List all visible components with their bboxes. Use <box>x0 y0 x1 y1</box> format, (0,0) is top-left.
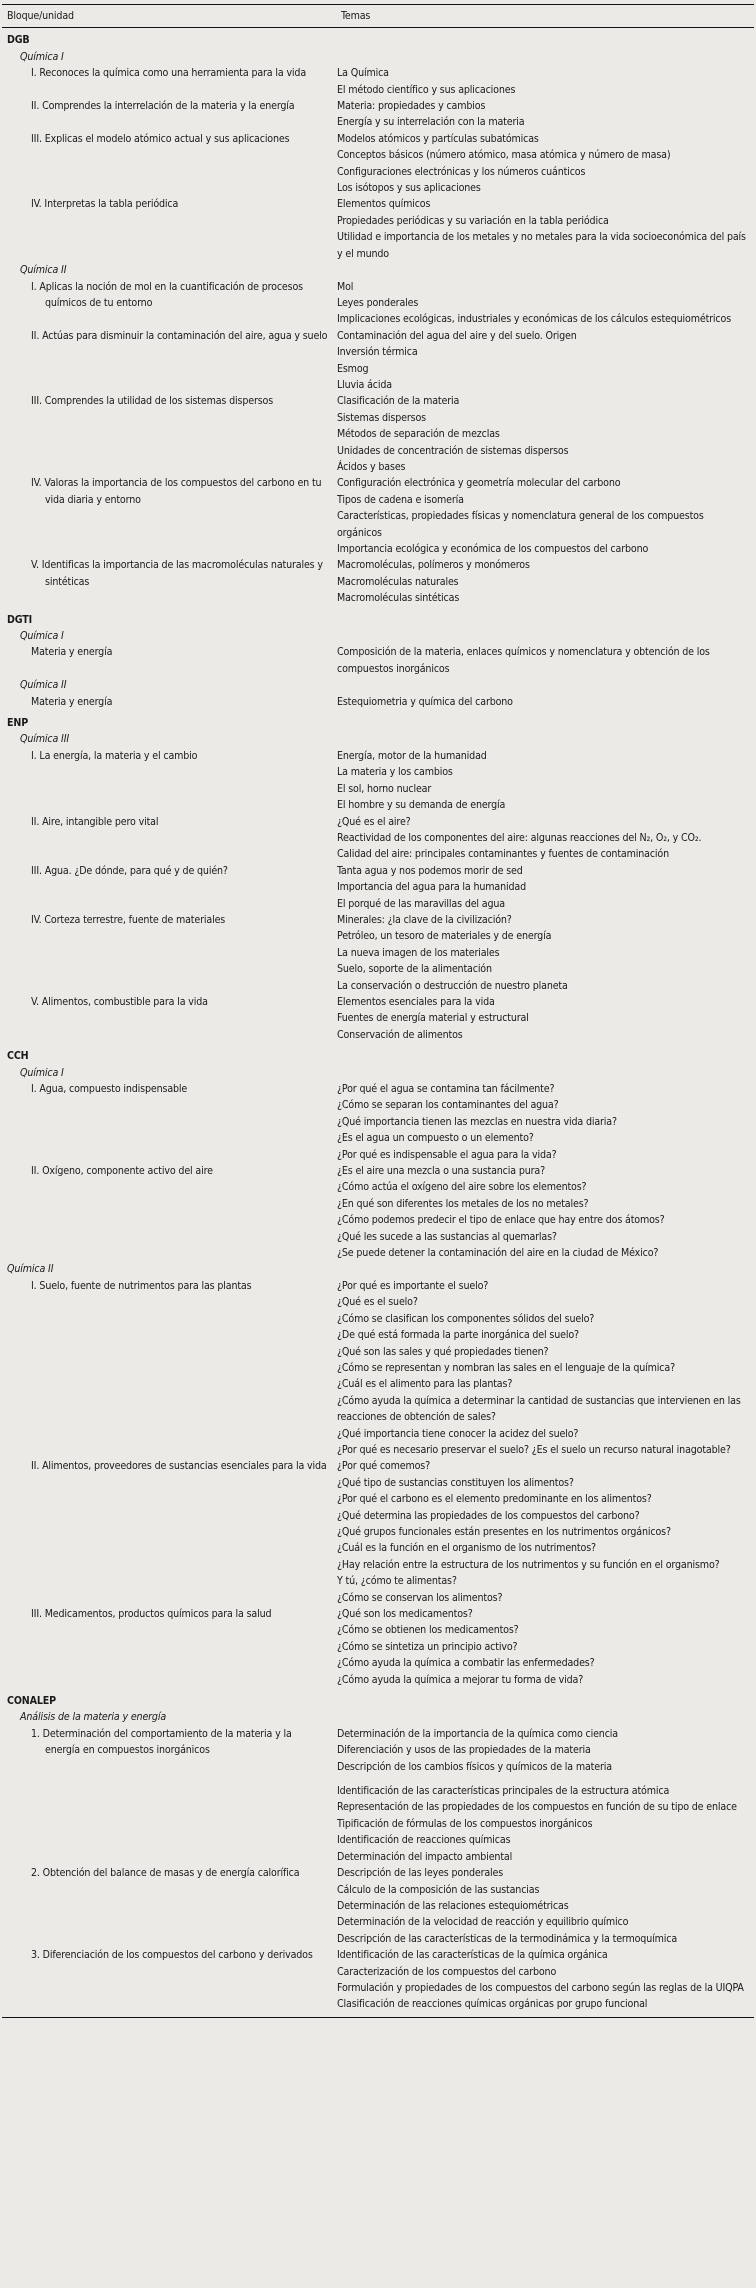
topics-cell <box>337 748 756 814</box>
topic-item: El porqué de las maravillas del agua <box>337 897 505 910</box>
topic-item: Tipificación de fórmulas de los compuestos inorgánicos <box>337 1817 593 1830</box>
topic-item: ¿De qué está formada la parte inorgánica del suelo? <box>337 1329 579 1342</box>
topic-item: Representación de las propiedades de los compuestos en función de su tipo de enlace <box>337 1801 737 1814</box>
topics-cell <box>337 1606 756 1688</box>
topic-item: Identificación de reacciones químicas <box>337 1834 511 1847</box>
unit-label: III. Explicas el modelo atómico actual y sus aplicaciones <box>31 132 290 145</box>
topic-item: ¿Cómo se separan los contaminantes del agua? <box>337 1099 559 1112</box>
topics-cell <box>337 994 756 1043</box>
topic-item: Tanta agua y nos podemos morir de sed <box>337 864 523 877</box>
topic-item: Determinación de las relaciones estequiométricas <box>337 1899 569 1912</box>
org-heading: ENP <box>7 717 29 730</box>
org-heading: DGB <box>7 34 30 47</box>
topic-item: ¿Cómo se sintetiza un principio activo? <box>337 1640 518 1653</box>
topics-cell <box>337 557 756 606</box>
course-heading: Química II <box>20 264 67 277</box>
topic-item: ¿Cómo ayuda la química a mejorar tu forma de vida? <box>337 1673 584 1686</box>
table-header <box>0 5 756 27</box>
unit-label: 1. Determinación del comportamiento de la materia y la energía en compuestos inorgánicos <box>31 1727 292 1757</box>
topic-item: ¿Hay relación entre la estructura de los nutrimentos y su función en el organismo? <box>337 1558 720 1571</box>
topic-item: ¿Cómo se conservan los alimentos? <box>337 1591 503 1604</box>
topic-item: Macromoléculas naturales <box>337 575 459 588</box>
topic-item: Petróleo, un tesoro de materiales y de energía <box>337 930 552 943</box>
unit-label: IV. Valoras la importancia de los compuestos del carbono en tu vida diaria y entorno <box>31 477 322 506</box>
topic-item: ¿Qué tipo de sustancias constituyen los alimentos? <box>337 1476 574 1489</box>
topic-item: ¿Cómo se clasifican los componentes sólidos del suelo? <box>337 1312 595 1325</box>
topic-item: ¿Qué importancia tienen las mezclas en nuestra vida diaria? <box>337 1115 617 1128</box>
table-row <box>0 557 756 606</box>
table-row <box>0 863 756 912</box>
table-body <box>0 32 756 2012</box>
topic-item: ¿Qué es el suelo? <box>337 1296 418 1309</box>
table-row <box>0 1081 756 1163</box>
topic-item: Leyes ponderales <box>337 296 419 309</box>
topics-cell <box>337 1865 756 1947</box>
topic-item: Tipos de cadena e isomería <box>337 493 464 506</box>
table-row <box>0 644 756 677</box>
topic-item: El hombre y su demanda de energía <box>337 799 506 812</box>
topic-item: ¿Qué son las sales y qué propiedades tienen? <box>337 1345 549 1358</box>
topic-item: Macromoléculas sintéticas <box>337 592 460 605</box>
topic-item: La nueva imagen de los materiales <box>337 946 500 959</box>
topics-cell <box>337 863 756 912</box>
topic-item: Elementos esenciales para la vida <box>337 995 495 1008</box>
topic-item: Características, propiedades físicas y nomenclatura general de los compuestos orgánicos <box>337 510 704 539</box>
unit-cell <box>0 1163 337 1261</box>
unit-label: 2. Obtención del balance de masas y de energía calorífica <box>31 1867 300 1880</box>
topic-item: ¿Cómo ayuda la química a determinar la cantidad de sustancias que intervienen en las reacciones de obtención de sales? <box>337 1394 741 1424</box>
topics-cell <box>337 393 756 475</box>
table-row <box>0 1726 756 1865</box>
table-header-rule <box>2 27 754 28</box>
topic-item: ¿Qué es el aire? <box>337 815 411 828</box>
topics-cell <box>337 814 756 863</box>
topics-cell <box>337 196 756 262</box>
topic-item: Lluvia ácida <box>337 378 392 391</box>
topic-item: Clasificación de la materia <box>337 395 460 408</box>
topic-item: ¿En qué son diferentes los metales de los no metales? <box>337 1197 589 1210</box>
topic-item: Minerales: ¿la clave de la civilización? <box>337 913 512 926</box>
course-heading: Química III <box>20 733 70 746</box>
topic-item: Cálculo de la composición de las sustancias <box>337 1883 540 1896</box>
topic-item: Utilidad e importancia de los metales y no metales para la vida socioeconómica del país y el mundo <box>337 231 746 260</box>
topic-item: ¿Es el agua un compuesto o un elemento? <box>337 1132 534 1145</box>
topic-item: El método científico y sus aplicaciones <box>337 83 516 96</box>
topic-item: La Química <box>337 67 389 80</box>
unit-cell <box>0 98 337 131</box>
table-bottom-rule <box>2 2017 754 2018</box>
unit-label: IV. Interpretas la tabla periódica <box>31 198 179 211</box>
unit-label: V. Alimentos, combustible para la vida <box>31 995 208 1008</box>
table-row <box>0 1865 756 1947</box>
unit-cell <box>0 1726 337 1865</box>
unit-cell <box>0 328 337 394</box>
course-heading: Química II <box>20 679 67 692</box>
table-row <box>0 196 756 262</box>
topic-item: ¿Por qué el carbono es el elemento predominante en los alimentos? <box>337 1493 652 1506</box>
topic-item: Reactividad de los componentes del aire: algunas reacciones del N₂, O₂, y CO₂. <box>337 831 702 844</box>
table-row <box>0 912 756 994</box>
topics-cell <box>337 1163 756 1261</box>
unit-cell <box>0 1458 337 1606</box>
topics-cell <box>337 1458 756 1606</box>
topic-item: Determinación de la velocidad de reacción y equilibrio químico <box>337 1916 629 1929</box>
unit-label: III. Comprendes la utilidad de los sistemas dispersos <box>31 395 274 408</box>
topic-item: Importancia del agua para la humanidad <box>337 881 526 894</box>
unit-cell <box>0 912 337 994</box>
topic-item: Clasificación de reacciones químicas orgánicas por grupo funcional <box>337 1998 648 2011</box>
table-row <box>0 1458 756 1606</box>
topic-item: Y tú, ¿cómo te alimentas? <box>337 1575 457 1588</box>
topic-item: La conservación o destrucción de nuestro planeta <box>337 979 568 992</box>
table-row <box>0 1278 756 1458</box>
unit-cell <box>0 863 337 912</box>
table-row <box>0 748 756 814</box>
org-heading: CCH <box>7 1050 29 1063</box>
topic-item: ¿Por qué comemos? <box>337 1460 430 1473</box>
table-row <box>0 328 756 394</box>
topic-item: Fuentes de energía material y estructural <box>337 1012 529 1025</box>
topic-item: Configuración electrónica y geometría molecular del carbono <box>337 477 621 490</box>
unit-cell <box>0 196 337 262</box>
topic-item: ¿Qué grupos funcionales están presentes en los nutrimentos orgánicos? <box>337 1525 671 1538</box>
unit-label: I. Aplicas la noción de mol en la cuantificación de procesos químicos de tu entorno <box>31 280 303 309</box>
table-row <box>0 65 756 98</box>
topic-item: El sol, horno nuclear <box>337 782 432 795</box>
unit-cell <box>0 393 337 475</box>
unit-label: III. Medicamentos, productos químicos para la salud <box>31 1608 272 1620</box>
topic-item: Ácidos y bases <box>337 460 406 473</box>
table-row <box>0 98 756 131</box>
topic-item: Energía y su interrelación con la materia <box>337 116 525 129</box>
table-row <box>0 279 756 328</box>
topics-cell <box>337 279 756 328</box>
table-row <box>0 994 756 1043</box>
topic-item: ¿Por qué es indispensable el agua para la vida? <box>337 1148 557 1161</box>
unit-label: Materia y energía <box>31 695 113 708</box>
unit-cell <box>0 748 337 814</box>
topic-item: ¿Qué son los medicamentos? <box>337 1608 473 1620</box>
table-row <box>0 475 756 557</box>
topic-item: Identificación de las características de la química orgánica <box>337 1949 608 1962</box>
unit-cell <box>0 1606 337 1688</box>
topic-item: Métodos de separación de mezclas <box>337 428 500 441</box>
unit-label: II. Actúas para disminuir la contaminación del aire, agua y suelo <box>31 329 328 342</box>
unit-label: I. Suelo, fuente de nutrimentos para las plantas <box>31 1279 252 1292</box>
topic-item: Macromoléculas, polímeros y monómeros <box>337 559 530 572</box>
topic-item: Elementos químicos <box>337 198 431 211</box>
unit-cell <box>0 131 337 197</box>
topic-item: ¿Qué les sucede a las sustancias al quemarlas? <box>337 1230 557 1243</box>
header-bloque-unidad: Bloque/unidad <box>7 10 74 22</box>
topic-item: Los isótopos y sus aplicaciones <box>337 182 481 195</box>
topic-item: Unidades de concentración de sistemas dispersos <box>337 444 569 457</box>
unit-label: V. Identificas la importancia de las macromoléculas naturales y sintéticas <box>31 559 323 588</box>
topics-cell <box>337 1278 756 1458</box>
topic-item: Diferenciación y usos de las propiedades de la materia <box>337 1744 591 1757</box>
unit-cell <box>0 1081 337 1163</box>
unit-cell <box>0 1865 337 1947</box>
topic-item: Descripción de los cambios físicos y químicos de la materia <box>337 1760 612 1773</box>
topic-item: Calidad del aire: principales contaminantes y fuentes de contaminación <box>337 848 669 861</box>
topic-item: Identificación de las características principales de la estructura atómica <box>337 1785 670 1798</box>
course-heading: Química I <box>20 50 64 63</box>
topics-cell <box>337 475 756 557</box>
unit-cell <box>0 644 337 677</box>
table-row <box>0 131 756 197</box>
topic-item: Modelos atómicos y partículas subatómicas <box>337 132 539 145</box>
topic-item: ¿Cómo se representan y nombran las sales en el lenguaje de la química? <box>337 1361 675 1374</box>
topics-cell <box>337 912 756 994</box>
topic-item: Materia: propiedades y cambios <box>337 100 486 113</box>
unit-label: II. Aire, intangible pero vital <box>31 815 159 828</box>
unit-label: II. Alimentos, proveedores de sustancias esenciales para la vida <box>31 1460 327 1473</box>
unit-cell <box>0 1278 337 1458</box>
course-heading: Análisis de la materia y energía <box>20 1711 167 1724</box>
unit-label: 3. Diferenciación de los compuestos del carbono y derivados <box>31 1949 313 1962</box>
unit-cell <box>0 814 337 863</box>
topic-item: Configuraciones electrónicas y los números cuánticos <box>337 165 586 178</box>
topics-cell <box>337 328 756 394</box>
topic-item: ¿Por qué es necesario preservar el suelo? ¿Es el suelo un recurso natural inagotable? <box>337 1443 731 1456</box>
table-row <box>0 694 756 710</box>
topics-cell <box>337 1726 756 1865</box>
topic-item: ¿Qué determina las propiedades de los compuestos del carbono? <box>337 1509 640 1522</box>
topic-item: Conservación de alimentos <box>337 1028 463 1041</box>
topic-item: ¿Cuál es el alimento para las plantas? <box>337 1378 513 1391</box>
course-heading: Química I <box>20 1066 64 1079</box>
topic-item: Importancia ecológica y económica de los compuestos del carbono <box>337 543 649 555</box>
topics-cell <box>337 1081 756 1163</box>
topic-item: Energía, motor de la humanidad <box>337 749 487 762</box>
unit-label: I. La energía, la materia y el cambio <box>31 749 198 762</box>
topic-item: Descripción de las leyes ponderales <box>337 1867 504 1880</box>
topic-item: Implicaciones ecológicas, industriales y económicas de los cálculos estequiométricos <box>337 313 732 326</box>
table-row <box>0 393 756 475</box>
org-heading: CONALEP <box>7 1695 56 1708</box>
table-row <box>0 814 756 863</box>
topics-cell <box>337 98 756 131</box>
unit-cell <box>0 475 337 557</box>
topics-cell <box>337 1947 756 2013</box>
topic-item: ¿Es el aire una mezcla o una sustancia pura? <box>337 1165 545 1178</box>
table-row <box>0 1947 756 2013</box>
topic-item: Conceptos básicos (número atómico, masa atómica y número de masa) <box>337 149 671 162</box>
topic-item: ¿Cómo podemos predecir el tipo de enlace que hay entre dos átomos? <box>337 1214 665 1227</box>
topic-item: Determinación del impacto ambiental <box>337 1850 513 1863</box>
table-row <box>0 1606 756 1688</box>
header-temas: Temas <box>341 10 371 22</box>
org-heading: DGTI <box>7 613 32 626</box>
topic-item: Inversión térmica <box>337 346 418 359</box>
unit-cell <box>0 557 337 606</box>
table-row <box>0 1163 756 1261</box>
topic-item: Estequiometria y química del carbono <box>337 695 513 708</box>
topic-item: Composición de la materia, enlaces químicos y nomenclatura y obtención de los compuestos inorgánicos <box>337 646 710 675</box>
topics-cell <box>337 131 756 197</box>
topic-item: Determinación de la importancia de la química como ciencia <box>337 1727 618 1740</box>
unit-label: III. Agua. ¿De dónde, para qué y de quién? <box>31 864 228 877</box>
topic-item: ¿Cuál es la función en el organismo de los nutrimentos? <box>337 1542 596 1555</box>
topic-item: ¿Cómo actúa el oxígeno del aire sobre los elementos? <box>337 1181 587 1194</box>
topic-item: La materia y los cambios <box>337 766 453 779</box>
topic-item: ¿Por qué es importante el suelo? <box>337 1279 489 1292</box>
unit-cell <box>0 65 337 98</box>
topic-item: ¿Cómo ayuda la química a combatir las enfermedades? <box>337 1657 595 1670</box>
topic-spacer <box>337 1775 750 1783</box>
topic-item: Propiedades periódicas y su variación en la tabla periódica <box>337 214 609 227</box>
topic-item: Mol <box>337 280 354 293</box>
topic-item: Descripción de las características de la termodinámica y la termoquímica <box>337 1932 678 1945</box>
topic-item: Formulación y propiedades de los compuestos del carbono según las reglas de la UIQPA <box>337 1981 744 1994</box>
topic-item: ¿Se puede detener la contaminación del aire en la ciudad de México? <box>337 1247 659 1260</box>
course-heading: Química II <box>7 1263 54 1276</box>
unit-cell <box>0 694 337 710</box>
topics-cell <box>337 694 756 710</box>
topics-cell <box>337 644 756 677</box>
topics-cell <box>337 65 756 98</box>
unit-label: II. Comprendes la interrelación de la materia y la energía <box>31 100 295 113</box>
course-heading: Química I <box>20 630 64 643</box>
topic-item: ¿Cómo se obtienen los medicamentos? <box>337 1624 519 1637</box>
topic-item: Contaminación del agua del aire y del suelo. Origen <box>337 329 577 342</box>
unit-cell <box>0 994 337 1043</box>
topic-item: Caracterización de los compuestos del carbono <box>337 1965 557 1978</box>
topic-item: ¿Qué importancia tiene conocer la acidez del suelo? <box>337 1427 579 1440</box>
topic-item: ¿Por qué el agua se contamina tan fácilmente? <box>337 1083 555 1095</box>
topic-item: Suelo, soporte de la alimentación <box>337 963 492 976</box>
unit-label: IV. Corteza terrestre, fuente de materiales <box>31 913 226 926</box>
unit-cell <box>0 1947 337 2013</box>
unit-label: I. Agua, compuesto indispensable <box>31 1083 188 1095</box>
unit-label: II. Oxígeno, componente activo del aire <box>31 1165 213 1178</box>
topic-item: Sistemas dispersos <box>337 411 426 424</box>
unit-label: I. Reconoces la química como una herramienta para la vida <box>31 67 307 80</box>
unit-label: Materia y energía <box>31 646 113 659</box>
topic-item: Esmog <box>337 362 369 375</box>
unit-cell <box>0 279 337 328</box>
